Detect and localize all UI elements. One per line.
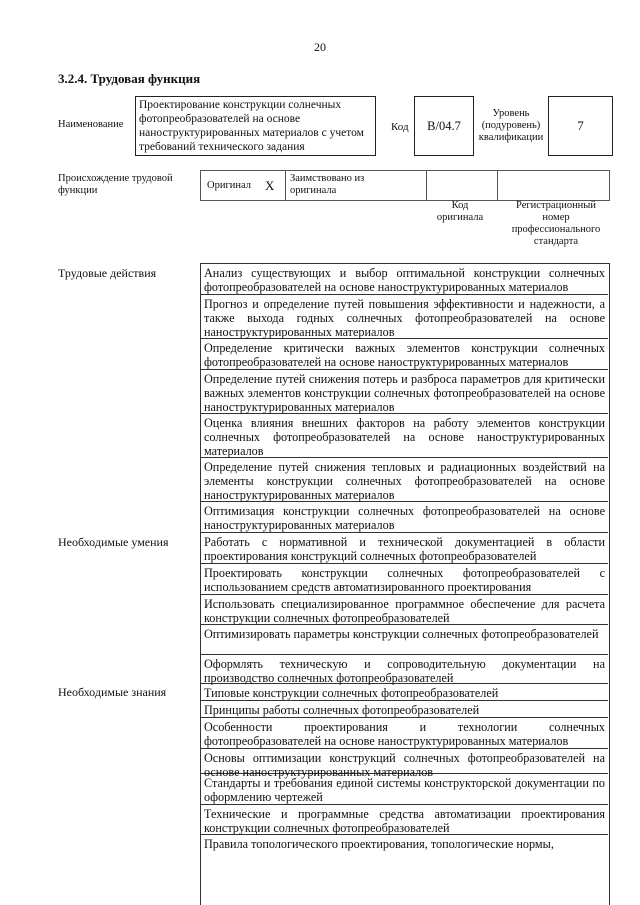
- skill-item: Проектировать конструкции солнечных фотопреобразователей с использованием средств автоматизированного проектирования: [201, 564, 608, 595]
- skills-label: Необходимые умения: [58, 535, 169, 549]
- name-label: Наименование: [58, 119, 124, 130]
- action-item: Анализ существующих и выбор оптимальной конструкции солнечных фотопреобразователей на основе наноструктурированных материалов: [201, 264, 608, 295]
- knowledge-item: Типовые конструкции солнечных фотопреобразователей: [201, 684, 608, 701]
- knowledge-label: Необходимые знания: [58, 685, 167, 699]
- action-item: Прогноз и определение путей повышения эффективности и надежности, а также выхода годных солнечных фотопреобразователей на основе наноструктурированных материалов: [201, 295, 608, 339]
- action-item: Определение путей снижения потерь и разброса параметров для критически важных элементов конструкции солнечных фотопреобразователей на основе наноструктурированных материалов: [201, 370, 608, 414]
- qualification-level-box: 7: [548, 96, 613, 156]
- skill-item: Работать с нормативной и технической документацией в области проектирования конструкций солнечных фотопреобразователей: [201, 533, 608, 564]
- action-item: Определение путей снижения тепловых и радиационных воздействий на элементы конструкции солнечных фотопреобразователей на основе наноструктурированных материалов: [201, 458, 608, 502]
- skill-item: Использовать специализированное программное обеспечение для расчета конструкции солнечных фотопреобразователей: [201, 595, 608, 625]
- origin-divider: [426, 170, 427, 201]
- knowledge-item: Особенности проектирования и технологии солнечных фотопреобразователей на основе наноструктурированных материалов: [201, 718, 608, 749]
- knowledge-item: Технические и программные средства автоматизации проектирования конструкции солнечных фотопреобразователей: [201, 805, 608, 835]
- table-right-border: [609, 263, 610, 905]
- skill-item: Оформлять техническую и сопроводительную документации на производство солнечных фотопреобразователей: [201, 655, 608, 684]
- function-name-box: Проектирование конструкции солнечных фотопреобразователей на основе наноструктурированных материалов с учетом требований технического задания: [135, 96, 376, 156]
- action-item: Оптимизация конструкции солнечных фотопреобразователей на основе наноструктурированных материалов: [201, 502, 608, 533]
- knowledge-item: Основы оптимизации конструкций солнечных фотопреобразователей на основе наноструктурированных материалов: [201, 749, 608, 774]
- knowledge-item: Принципы работы солнечных фотопреобразователей: [201, 701, 608, 718]
- origin-borrowed-label: Заимствовано из оригинала: [290, 173, 365, 196]
- knowledge-item: Стандарты и требования единой системы конструкторской документации по оформлению чертежей: [201, 774, 608, 805]
- action-item: Определение критически важных элементов конструкции солнечных фотопреобразователей на основе наноструктурированных материалов: [201, 339, 608, 370]
- origin-label: Происхождение трудовой функции: [58, 173, 173, 196]
- origin-original-label: Оригинал: [207, 180, 251, 191]
- action-item: Оценка влияния внешних факторов на работу элементов конструкции солнечных фотопреобразователей на основе наноструктурированных материалов: [201, 414, 608, 458]
- knowledge-item: Правила топологического проектирования, топологические нормы,: [204, 837, 554, 851]
- code-original-caption: Код оригинала: [436, 200, 484, 223]
- origin-divider: [497, 170, 498, 201]
- code-label: Код: [391, 121, 409, 133]
- origin-divider: [609, 170, 610, 201]
- skill-item: Оптимизировать параметры конструкции солнечных фотопреобразователей: [201, 625, 608, 655]
- origin-original-mark: X: [265, 178, 275, 193]
- code-value-box: B/04.7: [414, 96, 474, 156]
- page-number: 20: [314, 40, 326, 54]
- reg-number-caption: Регистрационный номер профессионального стандарта: [511, 200, 601, 247]
- qualification-level-label: Уровень (подуровень) квалификации: [478, 108, 544, 143]
- actions-label: Трудовые действия: [58, 266, 157, 280]
- section-heading: 3.2.4. Трудовая функция: [58, 71, 201, 86]
